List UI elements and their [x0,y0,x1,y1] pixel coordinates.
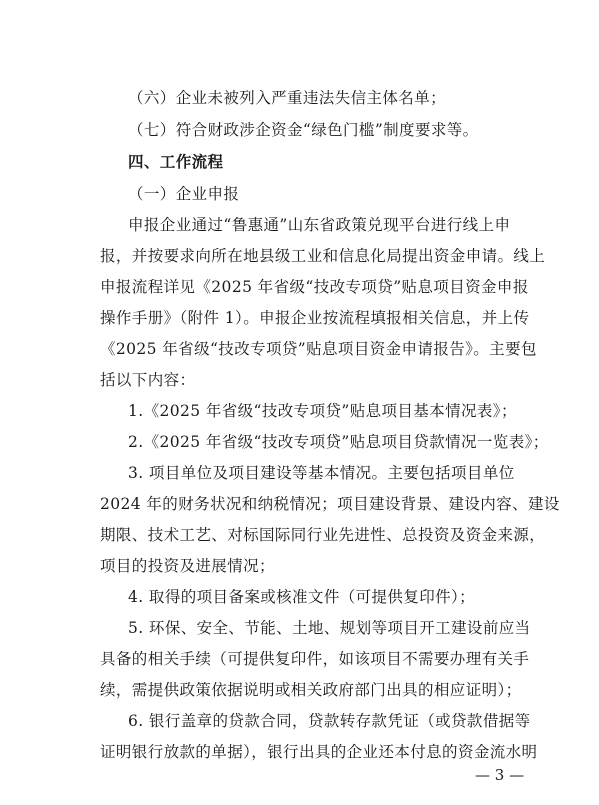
list-item: 3. 项目单位及项目建设等基本情况。主要包括项目单位 [128,464,515,482]
list-item-continuation: 期限、技术工艺、对标国际同行业先进性、总投资及资金来源， [100,526,546,544]
list-item-continuation: 2024 年的财务状况和纳税情况；项目建设背景、建设内容、建设 [100,495,560,513]
list-item-continuation: 项目的投资及进展情况； [100,557,275,575]
list-item-continuation: 证明银行放款的单据），银行出具的企业还本付息的资金流水明 [100,743,538,761]
list-item: 2.《2025 年省级“技改专项贷”贴息项目贷款情况一览表》； [128,433,549,451]
subsection-heading-enterprise-application: （一）企业申报 [128,185,240,203]
list-item: 4. 取得的项目备案或核准文件（可提供复印件）； [128,588,476,606]
paragraph-line: 申报企业通过“鲁惠通”山东省政策兑现平台进行线上申 [128,216,511,234]
page-number: — 3 — [475,766,525,784]
list-item: 5. 环保、安全、节能、土地、规划等项目开工建设前应当 [128,619,531,637]
section-heading-workflow: 四、工作流程 [128,153,224,171]
paragraph-line: 操作手册》（附件 1）。申报企业按流程填报相关信息，并上传 [100,309,530,327]
list-item: 6. 银行盖章的贷款合同，贷款转存款凭证（或贷款借据等 [128,712,531,730]
list-item: 1.《2025 年省级“技改专项贷”贴息项目基本情况表》； [128,402,517,420]
item-six: （六）企业未被列入严重违法失信主体名单； [128,89,447,107]
paragraph-line: 括以下内容： [100,371,196,389]
item-seven: （七）符合财政涉企资金“绿色门槛”制度要求等。 [128,121,479,139]
paragraph-line: 《2025 年省级“技改专项贷”贴息项目资金申请报告》。主要包 [100,340,537,358]
paragraph-line: 报，并按要求向所在地县级工业和信息化局提出资金申请。线上 [100,247,546,265]
paragraph-line: 申报流程详见《2025 年省级“技改专项贷”贴息项目资金申报 [100,278,529,296]
list-item-continuation: 续，需提供政策依据说明或相关政府部门出具的相应证明）； [100,681,522,699]
list-item-continuation: 具备的相关手续（可提供复印件，如该项目不需要办理有关手 [100,650,530,668]
